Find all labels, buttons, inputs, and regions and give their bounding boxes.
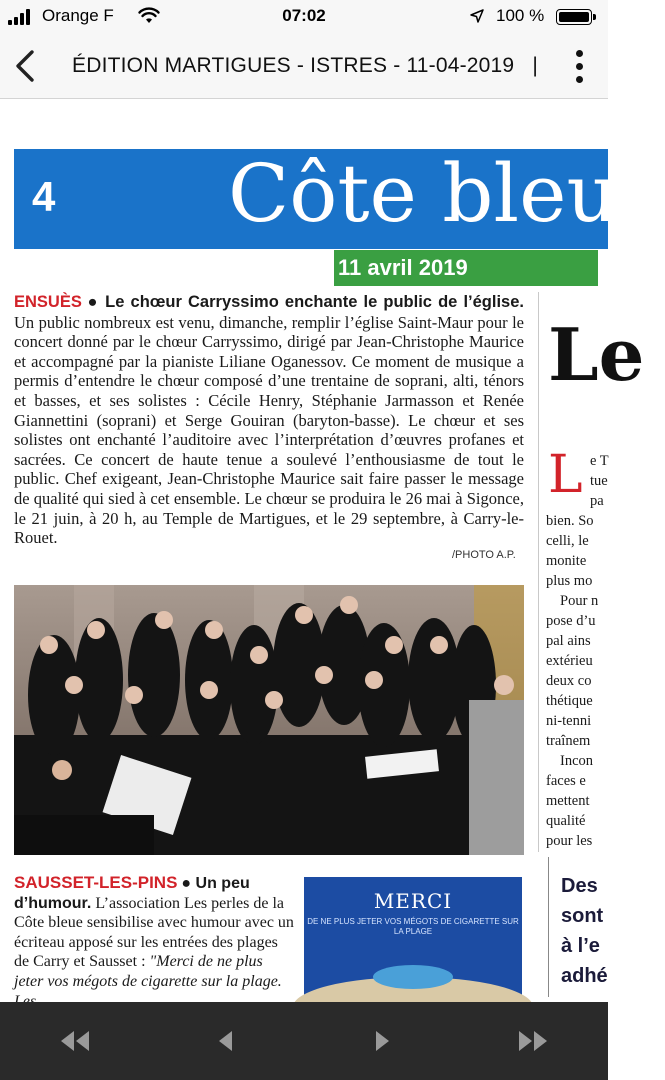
text-line: à l’e (561, 935, 600, 957)
text-line: plus mo (546, 573, 593, 589)
text-line: tue (590, 473, 608, 489)
text-line: adhé (561, 965, 608, 987)
article-kicker: SAUSSET-LES-PINS (14, 873, 178, 892)
beach-sign-photo (304, 877, 522, 1017)
edition-title: ÉDITION MARTIGUES - ISTRES - 11-04-2019 | (72, 54, 539, 77)
text-line: deux co (546, 673, 592, 689)
text-line: e T (590, 453, 609, 469)
right-column-box (548, 857, 609, 997)
date-badge: 11 avril 2019 (334, 250, 598, 286)
text-line: mettent (546, 793, 590, 809)
text-line: pal ains (546, 633, 591, 649)
article-ensues (14, 292, 524, 548)
first-page-icon[interactable] (58, 1026, 92, 1056)
clock: 07:02 (282, 6, 326, 25)
poster-subtitle: DE NE PLUS JETER VOS MÉGOTS DE CIGARETTE SUR LA PLAGE (307, 917, 519, 936)
photo-credit: /PHOTO A.P. (452, 549, 516, 561)
status-bar (0, 0, 608, 34)
text-line: qualité (546, 813, 586, 829)
battery-icon (556, 9, 592, 25)
location-arrow-icon (470, 9, 484, 23)
battery-percentage: 100 % (496, 6, 545, 25)
text-line: pour les (546, 833, 593, 849)
text-line: bien. So (546, 513, 594, 529)
more-options-icon[interactable] (566, 46, 594, 86)
dropcap: L (548, 445, 583, 505)
article-kicker: ENSUÈS (14, 293, 82, 311)
carrier-name: Orange F (42, 6, 114, 25)
back-chevron-icon[interactable] (10, 46, 44, 86)
text-line: celli, le (546, 533, 589, 549)
text-line: extérieu (546, 653, 593, 669)
text-line: monite (546, 553, 587, 569)
text-line: thétique (546, 693, 593, 709)
article-sausset (14, 873, 294, 1011)
next-page-icon[interactable] (372, 1026, 392, 1056)
choir-photo (14, 585, 524, 855)
previous-page-icon[interactable] (216, 1026, 236, 1056)
text-line: Pour n (560, 593, 599, 609)
section-title: Côte bleue (228, 147, 665, 240)
bullet-icon: ● (87, 293, 106, 311)
article-quote: "Merci de ne plus jeter vos mégots de cigarette sur la plage. (14, 953, 282, 990)
right-column-article (538, 292, 645, 852)
bullet-icon: ● (181, 875, 196, 892)
text-line: pa (590, 493, 604, 509)
last-page-icon[interactable] (516, 1026, 550, 1056)
page-navigation-toolbar (0, 1002, 608, 1080)
text-line: pose d’u (546, 613, 596, 629)
section-banner (14, 147, 665, 249)
newspaper-page[interactable] (0, 99, 665, 1002)
article-lead: Un peu d’humour. (14, 875, 250, 912)
text-line: sont (561, 905, 604, 927)
text-line: Des (561, 875, 598, 897)
poster-title: MERCI (373, 889, 453, 913)
article-lead: Le chœur Carryssimo enchante le public de l’église. (105, 293, 524, 311)
page-number: 4 (32, 173, 56, 220)
article-body: L’association Les perles de la Côte bleue sensibilise avec humour avec un écriteau apposé sur les entrées des plages de Carry et Sausset : (14, 894, 294, 971)
text-line: Incon (560, 753, 594, 769)
text-line: ni-tenni (546, 713, 592, 729)
text-line: faces e (546, 773, 586, 789)
headline-fragment: Le (548, 312, 645, 397)
navigation-bar (0, 34, 608, 99)
title-separator: | (532, 54, 539, 77)
text-line: traînem (546, 733, 591, 749)
article-body: Un public nombreux est venu, dimanche, remplir l’église Saint-Maur pour le concert donné par le chœur Carryssimo, dirigé par Jean-Christophe Maurice et accompagné par la pianiste Liliane Oganessov. Ce moment de musique a permis d’entendre le chœur composé d’une trentaine de soprani, alti, ténors et basses, et ses solistes : Cécile Henry, Stéphanie Jarmasson et Renée Giannettini (soprani) et Serge Gouiran (baryton-basse). Le chœur et ses solistes ont enchanté l’auditoire avec l’interprétation d’œuvres profanes et sacrées. Ce concert de haute tenue a soulevé l’enthousiasme de tout le public. Chef exigeant, Jean-Christophe Maurice sait faire passer le message de qualité qui sied à cet ensemble. Le chœur se produira le 26 mai à Sigonce, le 21 juin, à 20 h, au Temple de Martigues, et le 29 septembre, à Carry-le-Rouet. (14, 312, 524, 548)
